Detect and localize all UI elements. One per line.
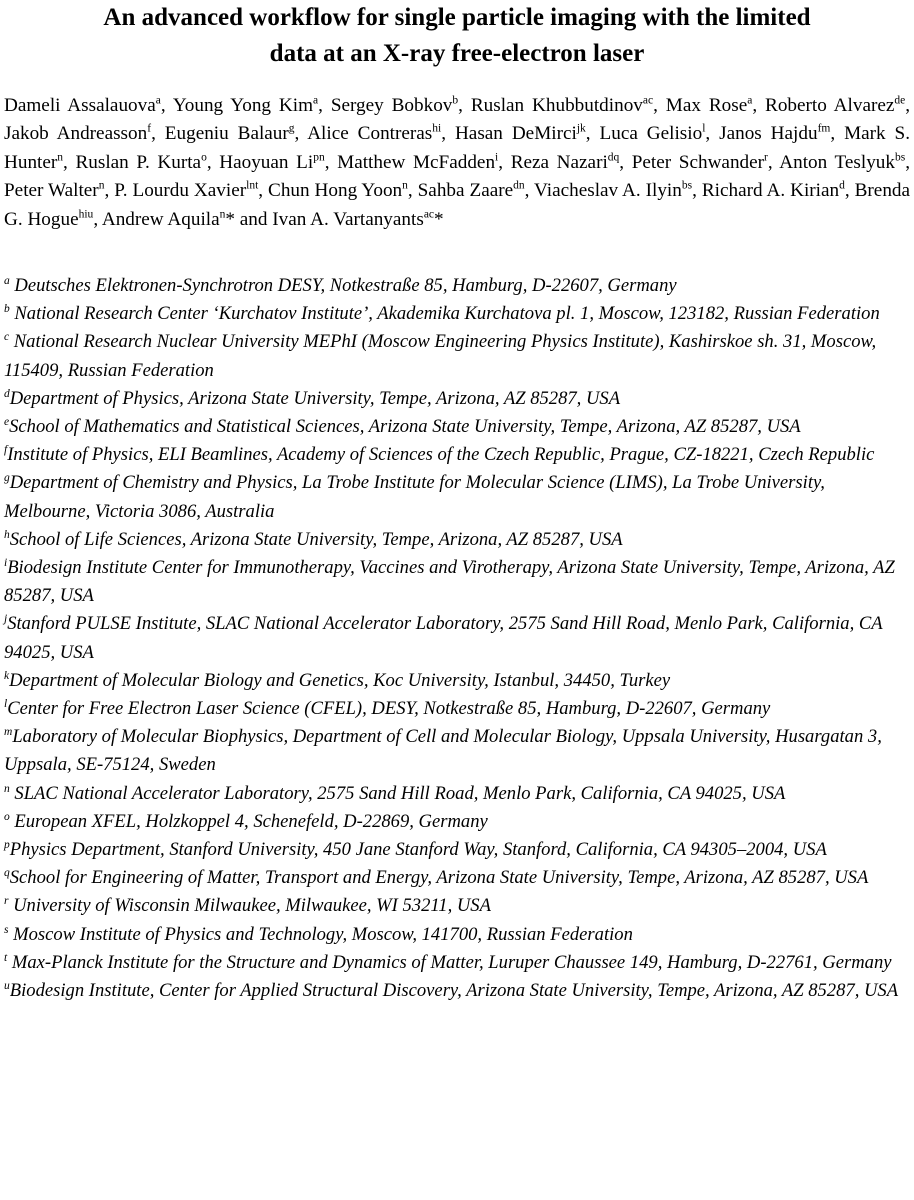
author — [666, 95, 765, 116]
author — [455, 123, 600, 144]
author-name: Reza Nazari — [510, 151, 608, 173]
affiliation-marker: p — [4, 838, 10, 851]
author-name: Brenda G. Hogue — [4, 180, 911, 230]
author-affiliation-marker: d — [839, 179, 845, 192]
affiliation-marker: u — [4, 979, 10, 992]
affiliation-marker: m — [4, 726, 13, 739]
author-affiliation-marker: jk — [576, 123, 586, 136]
author-affiliation-marker: l — [702, 123, 706, 136]
author-name: Richard A. Kirian — [701, 180, 840, 202]
author-separator: * and — [225, 208, 273, 230]
affiliation-h — [4, 526, 912, 554]
affiliation-marker: l — [4, 697, 8, 710]
affiliation-text: School of Mathematics and Statistical Sciences, Arizona State University, Tempe, Arizona, AZ 85287, USA — [9, 416, 801, 438]
author-affiliation-marker: de — [894, 94, 906, 107]
author-name: Anton Teslyuk — [779, 151, 895, 173]
affiliation-f — [4, 441, 912, 469]
author-name: Andrew Aquila — [101, 208, 220, 230]
author — [471, 95, 666, 116]
author-name: P. Lourdu Xavier — [114, 180, 247, 202]
author — [632, 152, 780, 173]
author-name: Eugeniu Balaur — [164, 123, 289, 145]
author-name: Mark S. Hunter — [4, 123, 911, 173]
author-affiliation-marker: ac — [642, 94, 654, 107]
author-affiliation-marker: n — [57, 151, 64, 164]
affiliation-marker: s — [4, 923, 9, 936]
author — [779, 152, 910, 173]
affiliation-b — [4, 300, 912, 328]
affiliation-marker: i — [4, 556, 8, 569]
author-affiliation-marker: a — [155, 94, 161, 107]
affiliation-k — [4, 667, 912, 695]
paper-title — [0, 0, 914, 72]
author-affiliation-marker: n — [402, 179, 408, 192]
author-name: Sahba Zaare — [417, 180, 514, 202]
affiliation-a — [4, 272, 912, 300]
author-separator: , — [752, 95, 766, 116]
author-affiliation-marker: o — [201, 151, 207, 164]
author-separator: , — [653, 95, 666, 116]
author-name: Roberto Alvarez — [765, 95, 895, 116]
author-separator: , — [692, 180, 702, 202]
author-name: Sergey Bobkov — [330, 95, 453, 116]
author-separator: , — [905, 151, 911, 173]
author-name: Matthew McFadden — [337, 151, 496, 173]
author-name: Ruslan P. Kurta — [75, 151, 202, 173]
author-separator: , — [160, 95, 173, 116]
affiliation-text: Center for Free Electron Laser Science (CFEL), DESY, Notkestraße 85, Hamburg, D-22607, Germany — [7, 698, 771, 720]
affiliation-e — [4, 413, 912, 441]
author-affiliation-marker: n — [219, 208, 226, 221]
author — [534, 180, 702, 201]
affiliation-text: Biodesign Institute Center for Immunotherapy, Vaccines and Virotherapy, Arizona State University, Tempe, Arizona, AZ 85287, USA — [4, 557, 895, 607]
author-separator: , — [458, 95, 471, 116]
affiliation-n — [4, 780, 912, 808]
author-separator: , — [93, 208, 102, 230]
author-separator: , — [104, 180, 115, 202]
author — [272, 209, 443, 230]
affiliation-text: Institute of Physics, ELI Beamlines, Academy of Sciences of the Czech Republic, Prague, CZ-18221, Czech Republic — [7, 444, 875, 466]
affiliation-marker: t — [4, 951, 8, 964]
author-separator: , — [705, 123, 720, 145]
author-affiliation-marker: a — [747, 94, 753, 107]
affiliation-marker: g — [4, 472, 10, 485]
author-name: Alice Contreras — [307, 123, 433, 145]
author — [4, 123, 165, 144]
author-name: Ivan A. Vartanyants — [272, 208, 424, 230]
author-affiliation-marker: r — [764, 151, 768, 164]
affiliation-text: University of Wisconsin Milwaukee, Milwaukee, WI 53211, USA — [8, 895, 491, 917]
affiliation-o — [4, 808, 912, 836]
affiliation-u — [4, 977, 912, 1005]
affiliation-text: National Research Nuclear University MEPhI (Moscow Engineering Physics Institute), Kashirskoe sh. 31, Moscow, 115409, Russian Federation — [4, 331, 877, 381]
affiliation-text: School for Engineering of Matter, Transport and Energy, Arizona State University, Tempe, Arizona, AZ 85287, USA — [9, 867, 869, 889]
author-name: Young Yong Kim — [172, 95, 314, 116]
affiliation-marker: q — [4, 867, 10, 880]
affiliation-marker: k — [4, 669, 10, 682]
affiliation-text: European XFEL, Holzkoppel 4, Schenefeld, D-22869, Germany — [9, 810, 488, 832]
affiliation-p — [4, 836, 912, 864]
affiliation-marker: o — [4, 810, 10, 823]
author-name: Ruslan Khubbutdinov — [470, 95, 643, 116]
author-separator: , — [585, 123, 600, 145]
author — [219, 152, 337, 173]
author — [337, 152, 511, 173]
author-affiliation-marker: i — [495, 151, 499, 164]
affiliation-marker: d — [4, 387, 10, 400]
affiliation-q — [4, 864, 912, 892]
affiliation-text: Deutsches Elektronen-Synchrotron DESY, Notkestraße 85, Hamburg, D-22607, Germany — [9, 275, 677, 296]
affiliation-text: Physics Department, Stanford University, 450 Jane Stanford Way, Stanford, California, CA 94305–2004, USA — [9, 839, 827, 861]
author-separator: , — [206, 151, 220, 173]
author-affiliation-marker: fm — [817, 123, 831, 136]
affiliation-text: Department of Chemistry and Physics, La Trobe Institute for Molecular Science (LIMS), La Trobe University, Melbourne, Victoria 3086, Australia — [4, 472, 825, 522]
affiliation-c — [4, 328, 912, 384]
author — [765, 95, 910, 116]
author-affiliation-marker: pn — [313, 151, 325, 164]
author — [307, 123, 455, 144]
author-name: Peter Schwander — [631, 151, 765, 173]
author-affiliation-marker: bs — [895, 151, 906, 164]
author-affiliation-marker: ac — [423, 208, 435, 221]
author-affiliation-marker: n — [98, 179, 105, 192]
author-separator: , — [294, 123, 308, 145]
author — [114, 180, 268, 201]
affiliation-marker: c — [4, 331, 10, 344]
author-affiliation-marker: dn — [513, 179, 525, 192]
affiliation-marker: a — [4, 274, 10, 287]
author — [331, 95, 471, 116]
author-name: Peter Walter — [4, 180, 99, 202]
affiliation-d — [4, 385, 912, 413]
affiliation-list — [4, 272, 912, 1005]
affiliation-marker: f — [4, 444, 8, 457]
affiliation-text: Moscow Institute of Physics and Technology, Moscow, 141700, Russian Federation — [8, 923, 633, 945]
affiliation-marker: r — [4, 895, 9, 908]
author-separator: , — [441, 123, 455, 145]
author — [418, 180, 534, 201]
author — [165, 123, 307, 144]
author-separator: , — [151, 123, 165, 145]
author-separator: , — [63, 151, 76, 173]
author — [173, 95, 331, 116]
author-separator: , — [258, 180, 269, 202]
author-separator: , — [324, 151, 338, 173]
author-affiliation-marker: hi — [432, 123, 442, 136]
author-affiliation-marker: f — [147, 123, 152, 136]
affiliation-l — [4, 695, 912, 723]
author-separator: , — [844, 180, 855, 202]
affiliation-text: Biodesign Institute, Center for Applied Structural Discovery, Arizona State University, Tempe, Arizona, AZ 85287, USA — [9, 980, 899, 1002]
affiliation-marker: h — [4, 528, 10, 541]
affiliation-r — [4, 892, 912, 920]
author — [4, 95, 173, 116]
author — [4, 180, 114, 201]
author-affiliation-marker: b — [452, 94, 459, 107]
author-affiliation-marker: lnt — [246, 179, 259, 192]
affiliation-text: National Research Center ‘Kurchatov Institute’, Akademika Kurchatova pl. 1, Moscow, 123182, Russian Federation — [9, 303, 880, 325]
affiliation-g — [4, 469, 912, 525]
author-separator: , — [524, 180, 535, 202]
affiliation-marker: n — [4, 782, 10, 795]
author — [719, 123, 844, 144]
author-separator: , — [318, 95, 331, 116]
author — [268, 180, 418, 201]
affiliation-marker: b — [4, 303, 10, 316]
author-separator: , — [905, 95, 911, 116]
author-name: Haoyuan Li — [219, 151, 314, 173]
affiliation-text: Max-Planck Institute for the Structure and Dynamics of Matter, Luruper Chaussee 149, Hamburg, D-22761, Germany — [7, 951, 892, 973]
author — [75, 152, 219, 173]
affiliation-text: Department of Molecular Biology and Genetics, Koc University, Istanbul, 34450, Turkey — [9, 669, 671, 691]
affiliation-t — [4, 949, 912, 977]
affiliation-i — [4, 554, 912, 610]
author-affiliation-marker: hiu — [78, 208, 94, 221]
affiliation-m — [4, 723, 912, 779]
affiliation-j — [4, 610, 912, 666]
author-affiliation-marker: bs — [681, 179, 693, 192]
author-separator: , — [830, 123, 845, 145]
author — [102, 209, 272, 230]
author-separator: , — [407, 180, 418, 202]
author-name: Viacheslav A. Ilyin — [534, 180, 682, 202]
affiliation-marker: j — [4, 613, 8, 626]
author-affiliation-marker: a — [313, 94, 319, 107]
affiliation-text: Laboratory of Molecular Biophysics, Department of Cell and Molecular Biology, Uppsala University, Husargatan 3, Uppsala, SE-75124, Sweden — [4, 726, 882, 776]
affiliation-text: School of Life Sciences, Arizona State University, Tempe, Arizona, AZ 85287, USA — [9, 528, 623, 550]
author-separator: * — [434, 208, 444, 230]
author-name: Hasan DeMirci — [454, 123, 577, 145]
author — [702, 180, 855, 201]
author-separator: , — [498, 151, 511, 173]
title-line-2: data at an X-ray free-electron laser — [269, 40, 645, 67]
author — [600, 123, 720, 144]
affiliation-marker: e — [4, 415, 10, 428]
author-name: Janos Hajdu — [719, 123, 818, 145]
affiliation-text: SLAC National Accelerator Laboratory, 2575 Sand Hill Road, Menlo Park, California, CA 94025, USA — [9, 782, 786, 804]
affiliation-text: Stanford PULSE Institute, SLAC National Accelerator Laboratory, 2575 Sand Hill Road, Menlo Park, California, CA 94025, USA — [4, 613, 883, 663]
author-name: Jakob Andreasson — [4, 123, 148, 145]
author-name: Luca Gelisio — [599, 123, 703, 145]
affiliation-s — [4, 921, 912, 949]
author-separator: , — [619, 151, 632, 173]
title-line-1: An advanced workflow for single particle imaging with the limited — [103, 4, 811, 31]
author-name: Dameli Assalauova — [4, 95, 156, 116]
author-separator: , — [767, 151, 780, 173]
affiliation-text: Department of Physics, Arizona State University, Tempe, Arizona, AZ 85287, USA — [9, 387, 621, 409]
author-name: Max Rose — [665, 95, 748, 116]
author-name: Chun Hong Yoon — [268, 180, 403, 202]
author-affiliation-marker: dq — [607, 151, 620, 164]
author-list — [4, 92, 910, 234]
author — [511, 152, 632, 173]
author-affiliation-marker: g — [288, 123, 295, 136]
